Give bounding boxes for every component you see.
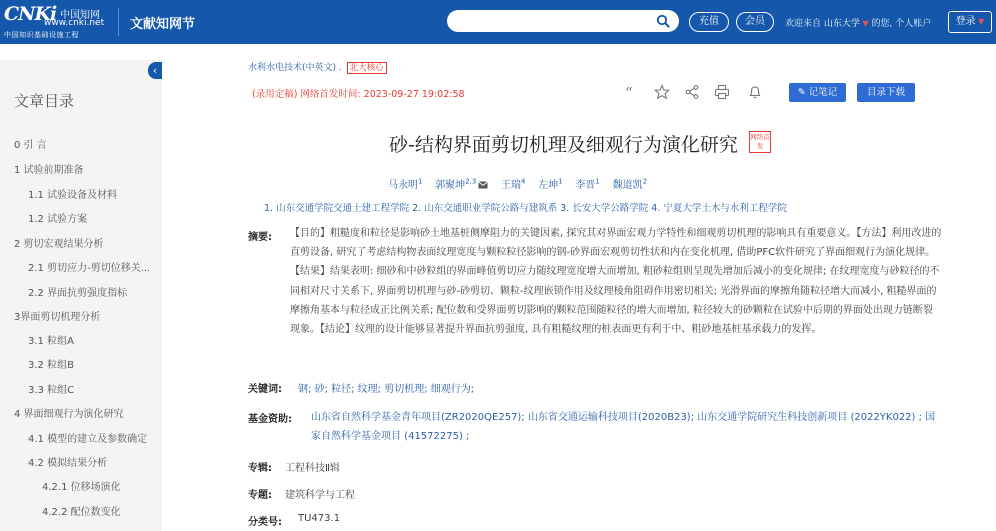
- publish-time: (录用定稿) 网络首发时间: 2023-09-27 19:02:58: [252, 89, 465, 100]
- paper-title: 砂-结构界面剪切机理及细观行为演化研究: [389, 134, 738, 156]
- print-icon[interactable]: [714, 84, 730, 100]
- fund-list[interactable]: 山东省自然科学基金青年项目(ZR2020QE257); 山东省交通运输科技项目(2020B23); 山东交通学院研究生科技创新项目 (2022YK022) ; 国家自然科学基金项目 (41572275) ;: [311, 412, 936, 442]
- author-link[interactable]: 王瑞$^4$: [501, 177, 526, 191]
- logo-url: www.cnki.net: [44, 18, 105, 28]
- toc-item[interactable]: 2 剪切宏观结果分析: [14, 239, 104, 250]
- chevron-down-icon: ▼: [975, 17, 985, 26]
- logo-wordmark: CNKi: [4, 3, 57, 25]
- toc-item[interactable]: 4.1 模型的建立及参数确定: [28, 434, 148, 445]
- author-link[interactable]: 魏道凯$^2$: [612, 177, 648, 191]
- toc-item[interactable]: 3.1 粒组A: [28, 336, 74, 347]
- toc-title: 文章目录: [14, 92, 75, 110]
- toc-item[interactable]: 4.2 模拟结果分析: [28, 458, 108, 469]
- topic-value: 建筑科学与工程: [285, 490, 355, 501]
- search-icon[interactable]: [656, 14, 670, 28]
- login-label: 登录: [955, 16, 976, 27]
- toc-item[interactable]: 0 引 言: [14, 140, 47, 151]
- keywords-list[interactable]: 钢; 砂; 粒径; 纹理; 剪切机理; 细观行为;: [298, 384, 475, 395]
- toc-download-button[interactable]: 目录下载: [857, 83, 915, 102]
- welcome-suffix: 的您, 个人账户: [871, 19, 932, 29]
- toc-item[interactable]: 4.2.2 配位数变化: [42, 507, 121, 518]
- affiliations[interactable]: 1. 山东交通学院交通土建工程学院 2. 山东交通职业学院公路与建筑系 3. 长安大学公路学院 4. 宁夏大学土木与水利工程学院: [264, 203, 787, 214]
- toc-item[interactable]: 1.2 试验方案: [28, 214, 88, 225]
- toc-item[interactable]: 2.1 剪切应力-剪切位移关...: [28, 263, 151, 274]
- toc-item[interactable]: 3.2 粒组B: [28, 360, 74, 371]
- abstract-label: 摘要:: [248, 232, 272, 243]
- fund-label: 基金资助:: [248, 414, 292, 425]
- welcome-prefix: 欢迎来自: [785, 19, 822, 29]
- cnki-logo[interactable]: [4, 3, 114, 41]
- toc-item[interactable]: 3界面剪切机理分析: [14, 312, 101, 323]
- author-link[interactable]: 左坤$^1$: [538, 177, 563, 191]
- search-box: [447, 10, 679, 32]
- search-input[interactable]: [457, 11, 657, 33]
- toc-item[interactable]: 4.2.1 位移场演化: [42, 482, 121, 493]
- take-note-button[interactable]: [789, 83, 846, 102]
- star-icon[interactable]: [654, 84, 670, 100]
- toc-item[interactable]: 1 试验前期准备: [14, 165, 84, 176]
- author-list: [388, 176, 647, 191]
- top-header: [0, 0, 996, 44]
- classification-value: TU473.1: [298, 513, 341, 524]
- journal-separator: .: [338, 63, 342, 73]
- logo-chinese-name: 中国知网: [60, 10, 100, 21]
- logo-subtitle: 中国知识基础设施工程: [4, 31, 79, 39]
- topic-label: 专题:: [248, 490, 272, 501]
- toc-item[interactable]: 1.1 试验设备及材料: [28, 190, 118, 201]
- chevron-left-icon: ‹: [152, 64, 158, 77]
- site-title[interactable]: 文献知网节: [130, 17, 196, 32]
- mail-icon[interactable]: [478, 181, 488, 189]
- header-divider: [118, 8, 119, 36]
- classification-label: 分类号:: [248, 517, 282, 528]
- author-link[interactable]: 郭聚坤$^{2,3}$: [435, 177, 477, 191]
- album-label: 专辑:: [248, 463, 272, 474]
- keywords-label: 关键词:: [248, 384, 282, 395]
- chevron-down-icon[interactable]: ▼: [859, 19, 869, 28]
- svg-text:“: “: [625, 84, 633, 100]
- welcome-text: [785, 16, 931, 29]
- toc-item[interactable]: 2.2 界面抗剪强度指标: [28, 288, 128, 299]
- abstract-text: 【目的】粗糙度和粒径是影响砂土地基桩侧摩阻力的关键因素, 探究其对界面宏观力学特性和细观剪切机理的影响具有重要意义。【方法】利用改进的直剪设备, 研究了考虑结构物表面纹理宽度与颗粒粒径影响的钢-砂界面宏观剪切性状和内在变化机理, 借助PFC软件研究了界面细观行为演化规律。【结果】结果表明: 细砂和中砂粒组的界面峰值剪切应力随纹理宽度增大而增加, 粗砂粒组则呈现先增加后减小的变化规律; 在纹理宽度与砂粒径的不同相对尺寸关系下, 界面剪切机理与砂-砂剪切、颗粒-纹理嵌锁作用及纹理棱角阻碍作用密切相关; 光滑界面的摩擦角随粒径增大而减小, 粗糙界面的摩擦角基本与粒径成正比例关系; 配位数和受界面剪切影响的颗粒范围随粒径的增大而增加, 粒径较大的砂颗粒在试验中后期的界面处出现力链断裂现象。【结论】纹理的设计能够显著提升界面抗剪强度, 具有粗糙纹理的桩表面更有利于中、粗砂地基桩基承载力的发挥。: [290, 228, 942, 336]
- member-button[interactable]: 会员: [736, 12, 774, 32]
- quote-icon[interactable]: [623, 84, 639, 100]
- share-icon[interactable]: [684, 84, 700, 100]
- collapse-sidebar-button[interactable]: [148, 62, 162, 79]
- online-first-badge: 网络首发: [749, 131, 771, 153]
- bell-icon[interactable]: [747, 84, 763, 100]
- journal-info: [248, 60, 387, 73]
- journal-link[interactable]: 水利水电技术(中英文): [248, 63, 337, 73]
- toc-item[interactable]: 4 界面细观行为演化研究: [14, 409, 124, 420]
- recharge-button[interactable]: 充值: [689, 12, 729, 32]
- pencil-icon: ✎: [797, 87, 806, 98]
- toc-item[interactable]: 3.3 粒组C: [28, 385, 75, 396]
- take-note-label: 记笔记: [808, 87, 838, 98]
- institution-name[interactable]: 山东大学: [823, 19, 860, 29]
- core-journal-badge: 北大核心: [347, 62, 387, 74]
- author-link[interactable]: 马永明$^1$: [388, 177, 423, 191]
- login-button[interactable]: [948, 11, 992, 33]
- toc-sidebar: [0, 60, 162, 531]
- album-value: 工程科技Ⅱ辑: [285, 463, 340, 474]
- author-link[interactable]: 李晋$^1$: [575, 177, 600, 191]
